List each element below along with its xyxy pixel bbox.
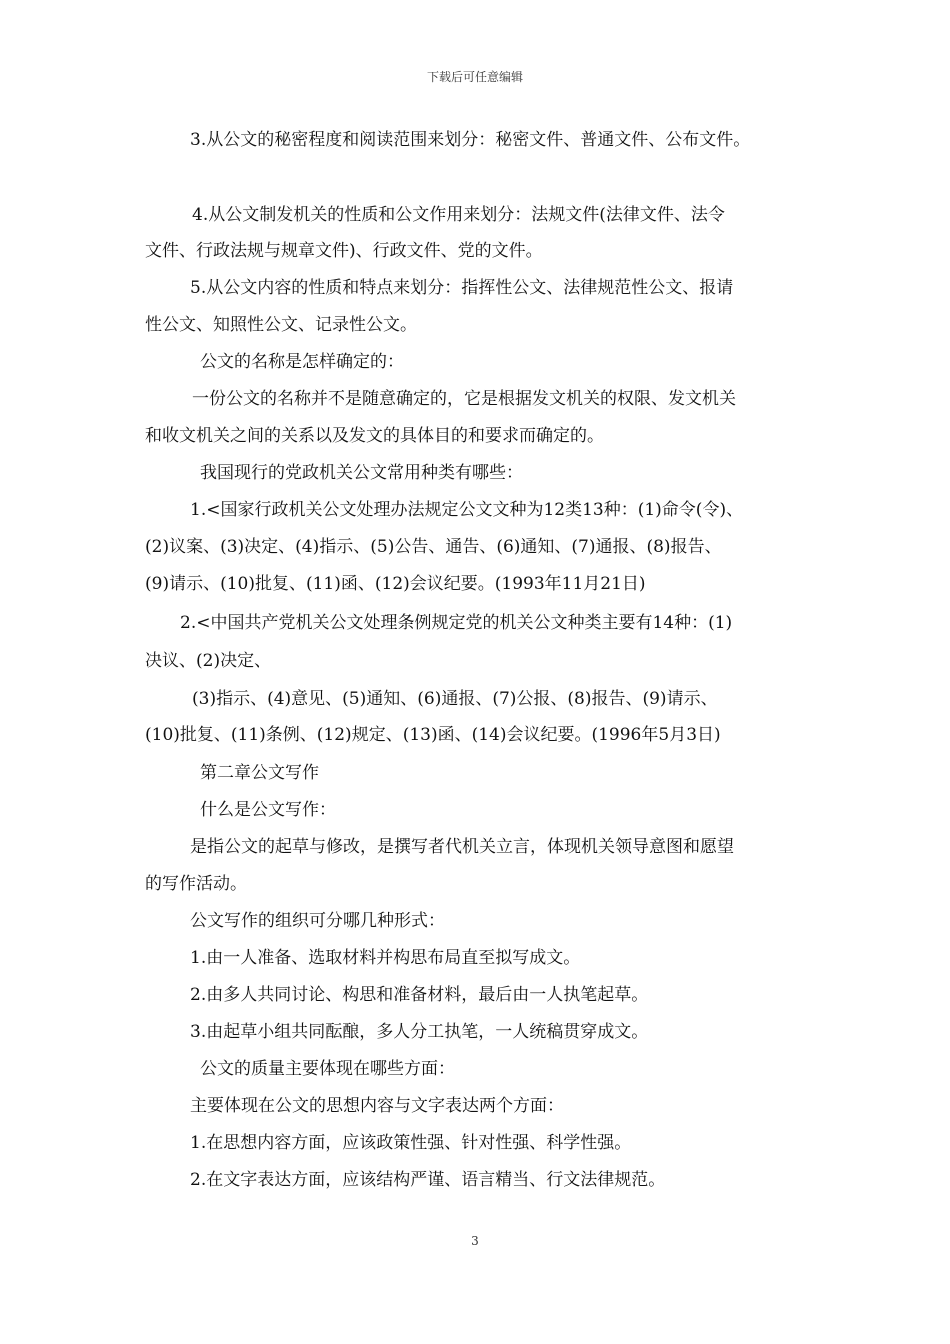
list-item: 3.由起草小组共同酝酿，多人分工执笔，一人统稿贯穿成文。	[190, 1022, 649, 1042]
section-question: 公文写作的组织可分哪几种形式：	[190, 911, 445, 931]
paragraph-line: 是指公文的起草与修改，是撰写者代机关立言，体现机关领导意图和愿望	[190, 837, 734, 857]
list-item: 2.由多人共同讨论、构思和准备材料，最后由一人执笔起草。	[190, 985, 649, 1005]
chapter-title: 第二章公文写作	[200, 763, 319, 783]
paragraph-line: 文件、行政法规与规章文件)、行政文件、党的文件。	[145, 241, 543, 261]
paragraph-line: 3.从公文的秘密程度和阅读范围来划分：秘密文件、普通文件、公布文件。	[190, 130, 751, 150]
list-item: 2.在文字表达方面，应该结构严谨、语言精当、行文法律规范。	[190, 1170, 666, 1190]
list-item: 1.在思想内容方面，应该政策性强、针对性强、科学性强。	[190, 1133, 632, 1153]
paragraph-line: (10)批复、(11)条例、(12)规定、(13)函、(14)会议纪要。(1996年5月3日)	[145, 725, 721, 745]
paragraph-line: 4.从公文制发机关的性质和公文作用来划分：法规文件(法律文件、法令	[192, 205, 725, 225]
page-number: 3	[471, 1234, 479, 1248]
section-question: 什么是公文写作：	[200, 800, 336, 820]
paragraph-line: 的写作活动。	[145, 874, 247, 894]
paragraph-line: (2)议案、(3)决定、(4)指示、(5)公告、通告、(6)通知、(7)通报、(8)报告、	[145, 537, 722, 557]
paragraph-line: 性公文、知照性公文、记录性公文。	[145, 315, 417, 335]
section-question: 公文的质量主要体现在哪些方面：	[200, 1059, 455, 1079]
paragraph-line: 一份公文的名称并不是随意确定的，它是根据发文机关的权限、发文机关	[192, 389, 736, 409]
paragraph-line: 5.从公文内容的性质和特点来划分：指挥性公文、法律规范性公文、报请	[190, 278, 734, 298]
paragraph-line: 主要体现在公文的思想内容与文字表达两个方面：	[190, 1096, 564, 1116]
paragraph-line: (9)请示、(10)批复、(11)函、(12)会议纪要。(1993年11月21日)	[145, 574, 646, 594]
page-header: 下载后可任意编辑	[426, 70, 523, 84]
paragraph-line: 1.<国家行政机关公文处理办法规定公文文种为12类13种：(1)命令(令)、	[190, 500, 744, 520]
section-question: 公文的名称是怎样确定的：	[200, 352, 404, 372]
paragraph-line: 2.<中国共产党机关公文处理条例规定党的机关公文种类主要有14种：(1)	[180, 613, 733, 633]
list-item: 1.由一人准备、选取材料并构思布局直至拟写成文。	[190, 948, 581, 968]
paragraph-line: 决议、(2)决定、	[145, 651, 272, 671]
paragraph-line: (3)指示、(4)意见、(5)通知、(6)通报、(7)公报、(8)报告、(9)请示、	[192, 689, 718, 709]
paragraph-line: 和收文机关之间的关系以及发文的具体目的和要求而确定的。	[145, 426, 604, 446]
section-question: 我国现行的党政机关公文常用种类有哪些：	[200, 463, 523, 483]
